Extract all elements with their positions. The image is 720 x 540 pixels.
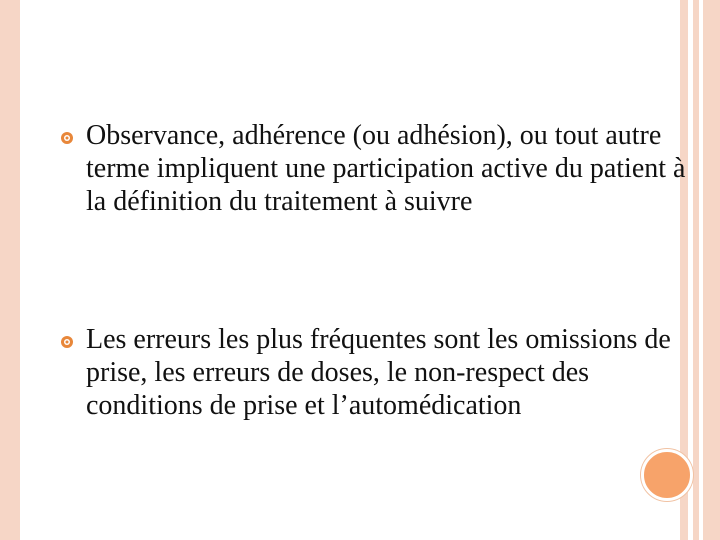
target-bullet-icon bbox=[60, 335, 74, 349]
bullet-text-2: Les erreurs les plus fréquentes sont les omissions de prise, les erreurs de doses, le non-respect des conditions de prise et l’automédication bbox=[86, 324, 671, 422]
left-border-decoration bbox=[0, 0, 20, 540]
target-bullet-icon bbox=[60, 131, 74, 145]
bullet-text-1: Observance, adhérence (ou adhésion), ou tout autre terme impliquent une participation active du patient à la définition du traitement à suivre bbox=[86, 120, 686, 218]
decorative-circle bbox=[641, 449, 693, 501]
